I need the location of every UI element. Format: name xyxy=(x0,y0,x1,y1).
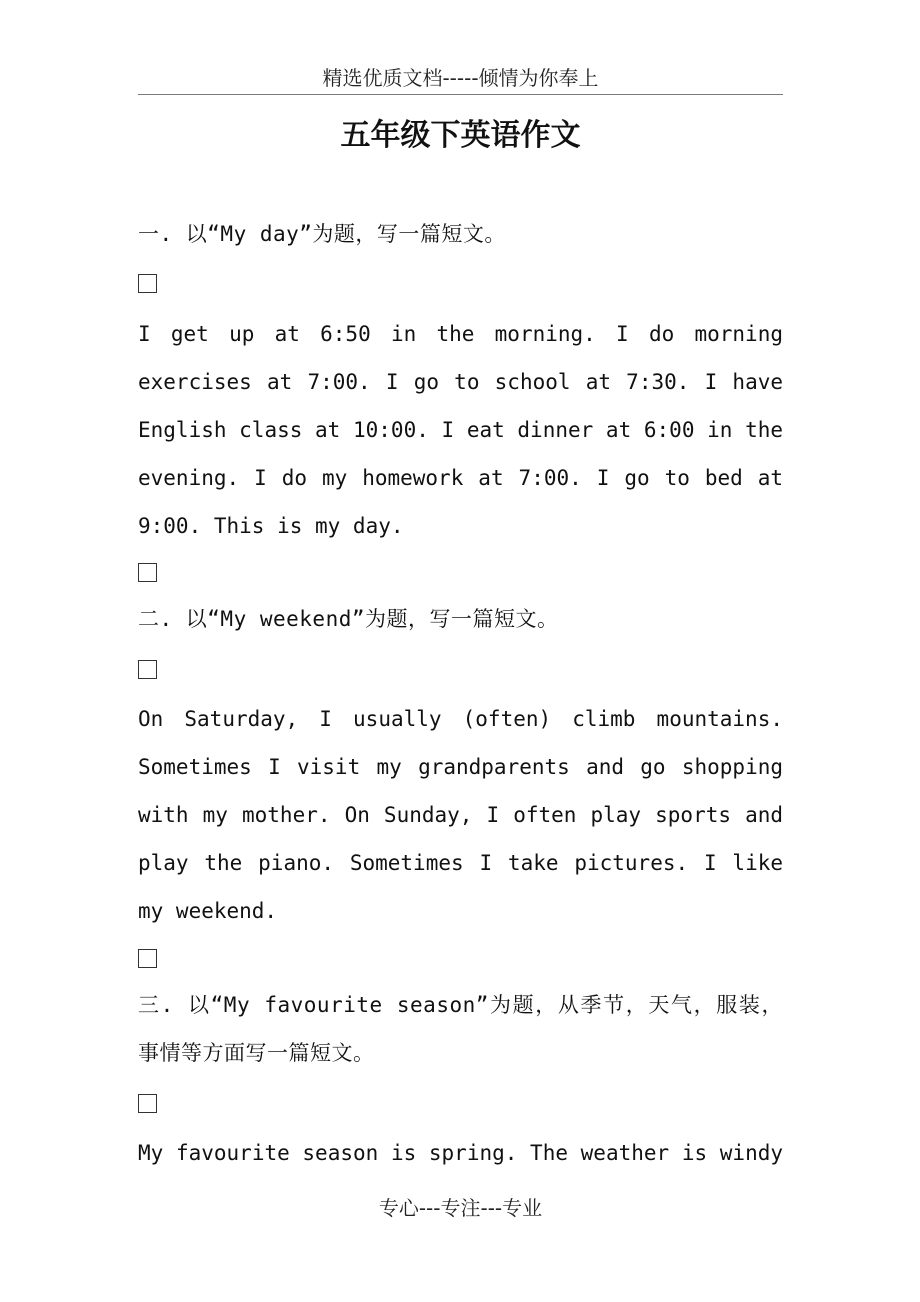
section-1-prompt: 一. 以“My day”为题，写一篇短文。 xyxy=(138,222,506,246)
page-footer xyxy=(138,1193,783,1223)
header-text: 精选优质文档-----倾情为你奉上 xyxy=(322,66,599,90)
section-3-essay: My favourite season is spring. The weather is windy xyxy=(138,1141,783,1165)
section-2-prompt: 二. 以“My weekend”为题，写一篇短文。 xyxy=(138,607,559,631)
section-3-prompt: 三. 以“My favourite season”为题，从季节，天气，服装，事情等方面写一篇短文。 xyxy=(138,993,783,1065)
placeholder-box-icon xyxy=(138,949,157,968)
footer-text: 专心---专注---专业 xyxy=(378,1196,543,1220)
page-header xyxy=(138,64,783,95)
document-title: 五年级下英语作文 xyxy=(340,118,581,153)
placeholder-box-icon xyxy=(138,660,157,679)
section-1-essay: I get up at 6:50 in the morning. I do morning exercises at 7:00. I go to school at 7:30. I have English class at 10:00. I eat dinner at 6:00 in the evening. I do my homework at 7:00. I go to bed at 9:00. This is my day. xyxy=(138,322,783,538)
placeholder-box-icon xyxy=(138,274,157,293)
section-2-essay: On Saturday, I usually (often) climb mountains. Sometimes I visit my grandparents and go shopping with my mother. On Sunday, I often play sports and play the piano. Sometimes I take pictures. I like my weekend. xyxy=(138,707,783,923)
placeholder-box-icon xyxy=(138,563,157,582)
placeholder-box-icon xyxy=(138,1094,157,1113)
